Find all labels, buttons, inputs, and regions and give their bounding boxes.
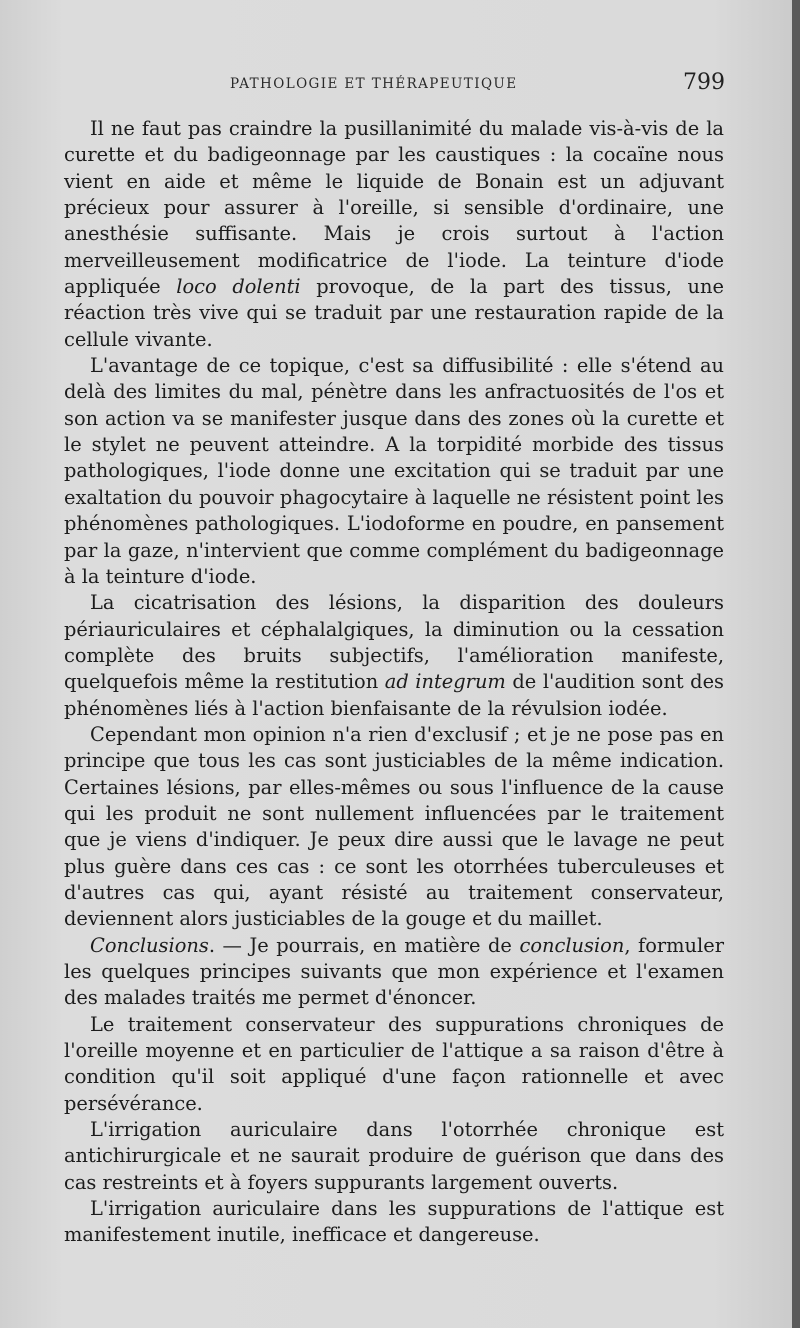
- paragraph: Le traitement conservateur des suppurations chroniques de l'oreille moyenne et en particulier de l'attique a sa raison d'être à condition qu'il soit appliqué d'une façon rationnelle et avec persévérance.: [64, 1012, 724, 1115]
- paragraph: La cicatrisation des lésions, la disparition des douleurs périauriculaires et céphalalgiques, la diminution ou la cessation complète des bruits subjectifs, l'amélioration manifeste, quelquefois même la restitution ad integrum de l'audition sont des phénomènes liés à l'action bienfaisante de la révulsion iodée.: [64, 591, 725, 720]
- paragraph: L'irrigation auriculaire dans les suppurations de l'attique est manifestement inutile, inefficace et dangereuse.: [64, 1197, 724, 1247]
- paragraph: L'irrigation auriculaire dans l'otorrhée chronique est antichirurgicale et ne saurait produire de guérison que dans des cas restreints et à foyers suppurants largement ouverts.: [64, 1118, 724, 1194]
- page-header: [80, 72, 725, 102]
- paragraph: Cependant mon opinion n'a rien d'exclusif ; et je ne pose pas en principe que tous les cas sont justiciables de la même indication. Certaines lésions, par elles-mêmes ou sous l'influence de la cause qui les produit ne sont nullement influencées par le traitement que je viens d'indiquer. Je peux dire aussi que le lavage ne peut plus guère dans ces cas : ce sont les otorrhées tuberculeuses et d'autres cas qui, ayant résisté au traitement conservateur, deviennent alors justiciables de la gouge et du maillet.: [64, 722, 724, 931]
- paragraph: Il ne faut pas craindre la pusillanimité du malade vis-à-vis de la curette et du badigeonnage par les caustiques : la cocaïne nous vient en aide et même le liquide de Bonain est un adjuvant précieux pour assurer à l'oreille, si sensible d'ordinaire, une anesthésie suffisante. Mais je crois surtout à l'action merveilleusement modificatrice de l'iode. La teinture d'iode appliquée loco dolenti provoque, de la part des tissus, une réaction très vive qui se traduit par une restauration rapide de la cellule vivante.: [64, 117, 724, 351]
- running-head: PATHOLOGIE ET THÉRAPEUTIQUE: [230, 76, 518, 92]
- paragraph: Conclusions. — Je pourrais, en matière de conclusion, formuler les quelques principes suivants que mon expérience et l'examen des malades traités me permet d'énoncer.: [64, 933, 724, 1010]
- page-number: 799: [683, 70, 725, 95]
- body-text: [64, 116, 724, 1249]
- paragraph: L'avantage de ce topique, c'est sa diffusibilité : elle s'étend au delà des limites du mal, pénètre dans les anfractuosités de l'os et son action va se manifester jusque dans des zones où la curette et le stylet ne peuvent atteindre. A la torpidité morbide des tissus pathologiques, l'iode donne une excitation qui se traduit par une exaltation du pouvoir phagocytaire à laquelle ne résistent point les phénomènes pathologiques. L'iodoforme en poudre, en pansement par la gaze, n'intervient que comme complément du badigeonnage à la teinture d'iode.: [64, 354, 724, 588]
